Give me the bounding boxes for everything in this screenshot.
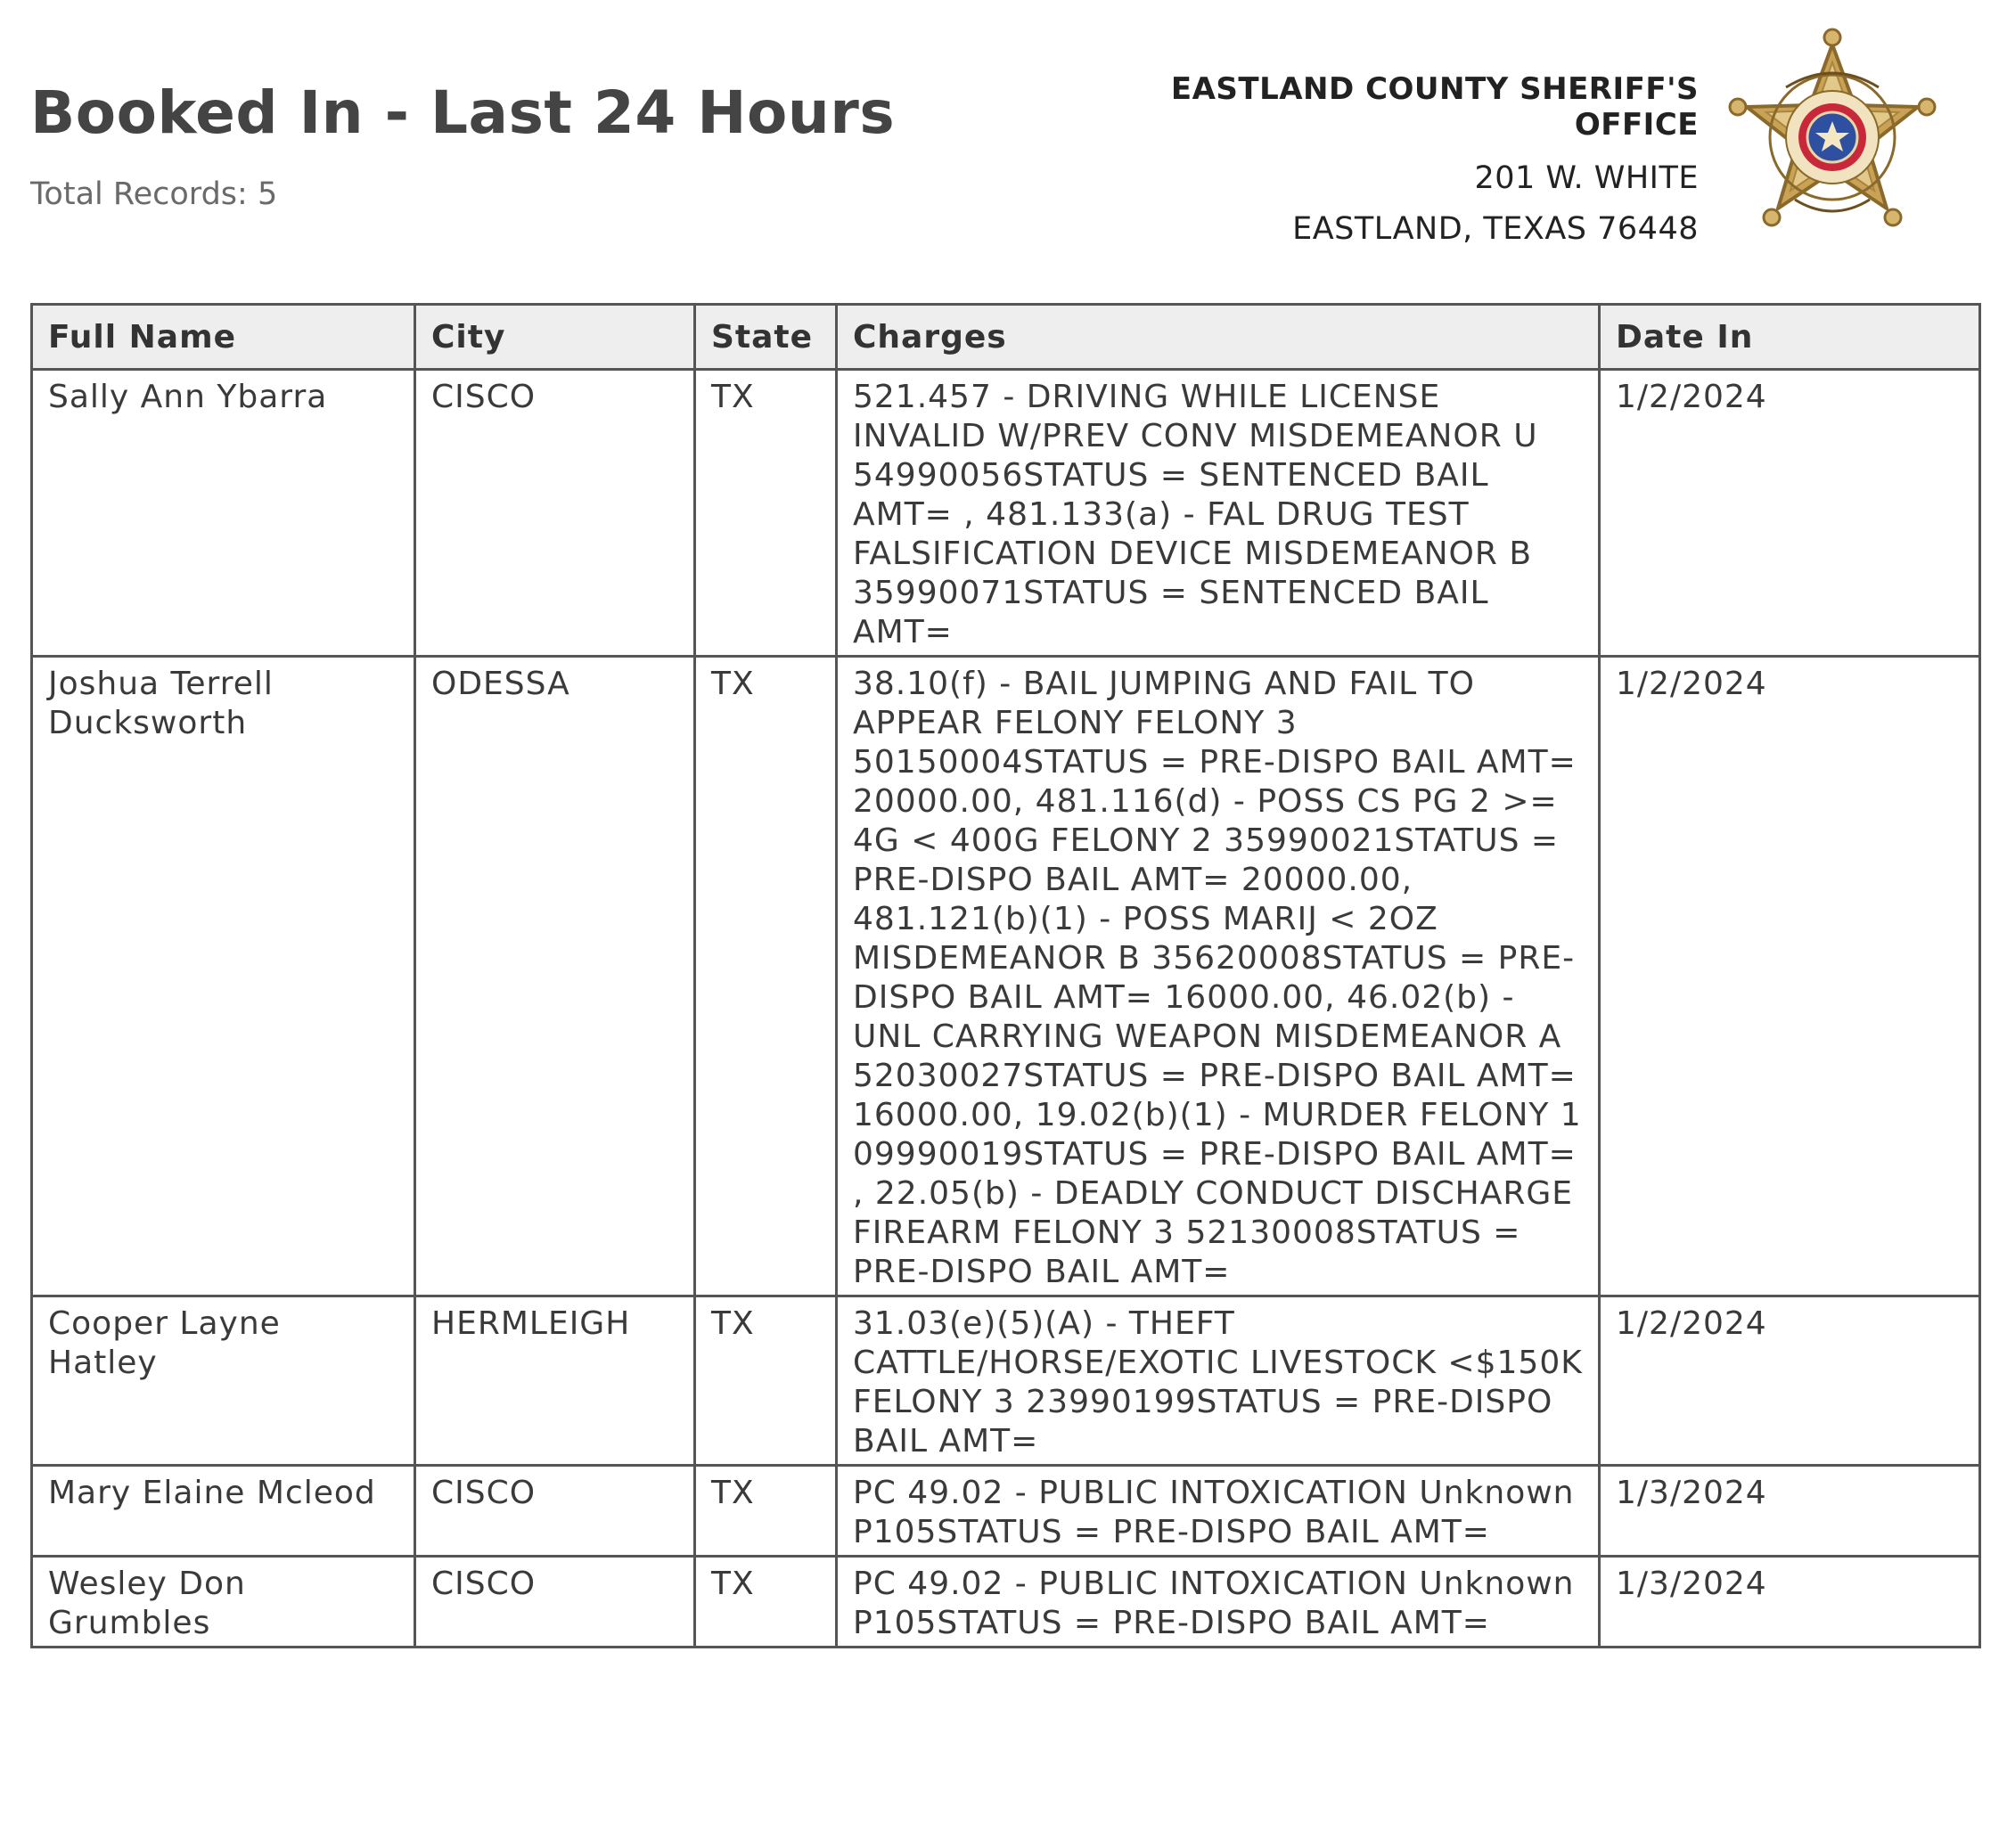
column-header-full-name: Full Name [32,305,415,370]
state-cell: TX [695,1296,837,1466]
state-cell: TX [695,370,837,657]
column-header-city: City [415,305,695,370]
date-in-cell: 1/2/2024 [1600,370,1980,657]
date-in-cell: 1/2/2024 [1600,1296,1980,1466]
city-cell: CISCO [415,1557,695,1648]
state-cell: TX [695,657,837,1296]
table-row [32,1466,1980,1557]
page-title: Booked In - Last 24 Hours [30,78,896,147]
charges-cell: 31.03(e)(5)(A) - THEFT CATTLE/HORSE/EXOTIC LIVESTOCK <$150K FELONY 3 23990199STATUS = PRE-DISPO BAIL AMT= [837,1296,1600,1466]
total-records: Total Records: 5 [30,176,278,212]
agency-city: EASTLAND, TEXAS 76448 [1292,211,1699,247]
charges-cell: 38.10(f) - BAIL JUMPING AND FAIL TO APPEAR FELONY FELONY 3 50150004STATUS = PRE-DISPO BAIL AMT= 20000.00, 481.116(d) - POSS CS PG 2 >= 4G < 400G FELONY 2 35990021STATUS = PRE-DISPO BAIL AMT= 20000.00, 481.121(b)(1) - POSS MARIJ < 2OZ MISDEMEANOR B 35620008STATUS = PRE-DISPO BAIL AMT= 16000.00, 46.02(b) - UNL CARRYING WEAPON MISDEMEANOR A 52030027STATUS = PRE-DISPO BAIL AMT= 16000.00, 19.02(b)(1) - MURDER FELONY 1 09990019STATUS = PRE-DISPO BAIL AMT= , 22.05(b) - DEADLY CONDUCT DISCHARGE FIREARM FELONY 3 52130008STATUS = PRE-DISPO BAIL AMT= [837,657,1600,1296]
full-name-cell: Wesley Don Grumbles [32,1557,415,1648]
column-header-charges: Charges [837,305,1600,370]
table-header-row [32,305,1980,370]
full-name-cell: Joshua Terrell Ducksworth [32,657,415,1296]
table-row [32,370,1980,657]
table-row [32,1296,1980,1466]
city-cell: CISCO [415,1466,695,1557]
date-in-cell: 1/2/2024 [1600,657,1980,1296]
charges-cell: 521.457 - DRIVING WHILE LICENSE INVALID W/PREV CONV MISDEMEANOR U 54990056STATUS = SENTENCED BAIL AMT= , 481.133(a) - FAL DRUG TEST FALSIFICATION DEVICE MISDEMEANOR B 35990071STATUS = SENTENCED BAIL AMT= [837,370,1600,657]
city-cell: ODESSA [415,657,695,1296]
state-cell: TX [695,1557,837,1648]
charges-cell: PC 49.02 - PUBLIC INTOXICATION Unknown P105STATUS = PRE-DISPO BAIL AMT= [837,1557,1600,1648]
agency-name-line1: EASTLAND COUNTY SHERIFF'S [1170,71,1699,107]
agency-name-line2: OFFICE [1574,107,1699,143]
agency-block [1171,71,1699,247]
booking-table [30,303,1981,1648]
full-name-cell: Cooper Layne Hatley [32,1296,415,1466]
badge-bottom-banner [1795,200,1870,211]
state-cell: TX [695,1466,837,1557]
date-in-cell: 1/3/2024 [1600,1557,1980,1648]
column-header-state: State [695,305,837,370]
table-row [32,1557,1980,1648]
sheriff-badge-icon [1720,25,1945,269]
full-name-cell: Sally Ann Ybarra [32,370,415,657]
column-header-date-in: Date In [1600,305,1980,370]
city-cell: HERMLEIGH [415,1296,695,1466]
city-cell: CISCO [415,370,695,657]
full-name-cell: Mary Elaine Mcleod [32,1466,415,1557]
date-in-cell: 1/3/2024 [1600,1466,1980,1557]
agency-street: 201 W. WHITE [1474,160,1699,196]
charges-cell: PC 49.02 - PUBLIC INTOXICATION Unknown P105STATUS = PRE-DISPO BAIL AMT= [837,1466,1600,1557]
table-row [32,657,1980,1296]
